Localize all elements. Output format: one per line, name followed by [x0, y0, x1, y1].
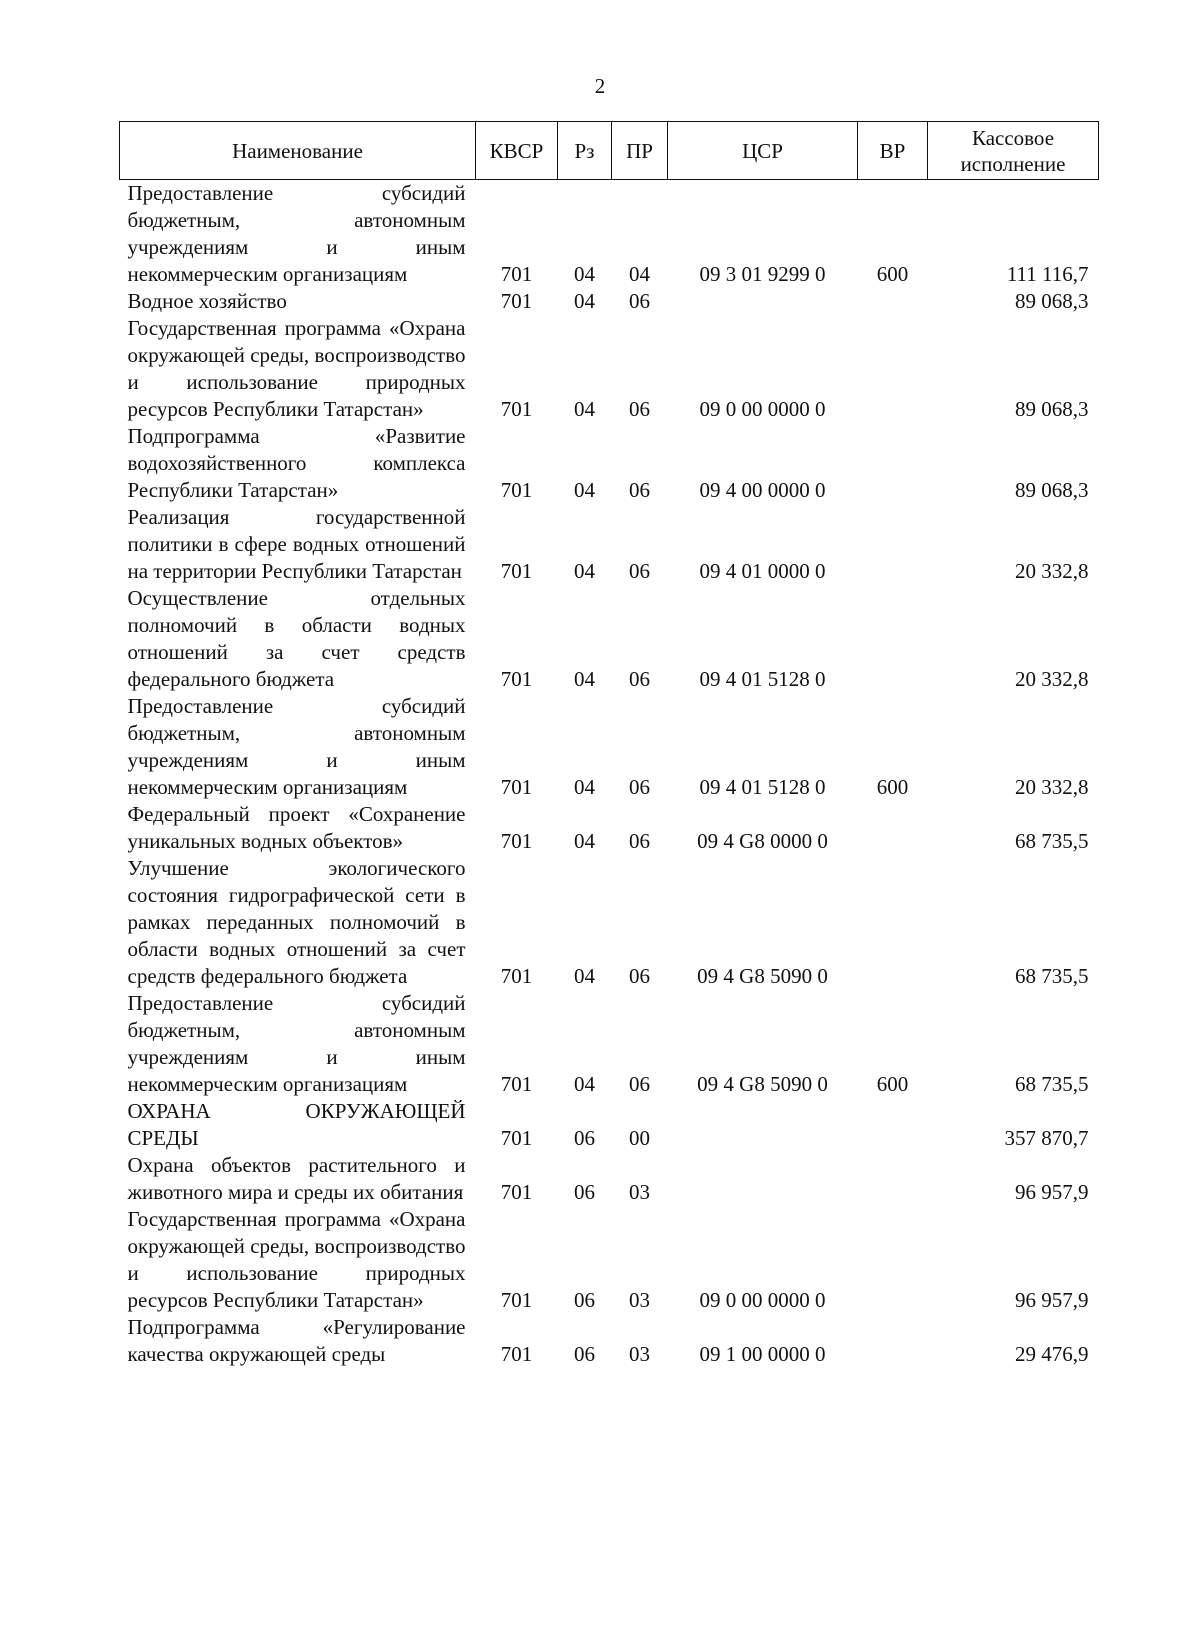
row-amount: 20 332,8: [1015, 775, 1089, 799]
row-rz: 04: [574, 478, 595, 502]
row-csr: [668, 1152, 858, 1206]
table-row: [120, 180, 1099, 289]
row-rz: 04: [574, 289, 595, 313]
row-amount: 89 068,3: [1015, 478, 1089, 502]
header-vr: ВР: [858, 122, 928, 180]
row-pr: 06: [629, 667, 650, 691]
row-vr: [858, 855, 928, 990]
row-kvsr: 701: [500, 262, 533, 286]
table-row: [120, 990, 1099, 1098]
header-name: Наименование: [120, 122, 476, 180]
row-csr: 09 4 G8 5090 0: [697, 964, 828, 988]
row-vr: [858, 1314, 928, 1368]
row-amount: 29 476,9: [1015, 1342, 1089, 1366]
header-pr: ПР: [612, 122, 668, 180]
row-name: Водное хозяйство: [127, 289, 287, 313]
row-pr: 06: [629, 559, 650, 583]
row-pr: 06: [629, 829, 650, 853]
row-amount: 89 068,3: [1015, 397, 1089, 421]
row-name: Предоставление субсидий бюджетным, автономным учреждениям и иным некоммерческим организациям: [127, 181, 466, 286]
row-pr: 06: [629, 478, 650, 502]
row-name: Подпрограмма «Развитие водохозяйственного комплекса Республики Татарстан»: [127, 424, 466, 502]
row-kvsr: 701: [500, 289, 533, 313]
section-name-line-2: СРЕДЫ: [127, 1126, 199, 1150]
table-header: [120, 122, 1099, 180]
row-rz: 06: [574, 1288, 595, 1312]
row-amount: 89 068,3: [1015, 289, 1089, 313]
row-vr: [858, 504, 928, 585]
row-vr: [858, 423, 928, 504]
row-vr: [858, 315, 928, 423]
table-row: [120, 423, 1099, 504]
row-rz: 04: [574, 397, 595, 421]
row-kvsr: 701: [500, 478, 533, 502]
row-name: Реализация государственной политики в сфере водных отношений на территории Республики Татарстан: [127, 505, 466, 583]
row-kvsr: 701: [500, 1126, 533, 1150]
row-rz: 04: [574, 262, 595, 286]
table-body: [120, 180, 1099, 1369]
row-rz: 04: [574, 667, 595, 691]
row-vr: 600: [876, 262, 909, 286]
row-name: Предоставление субсидий бюджетным, автономным учреждениям и иным некоммерческим организациям: [127, 694, 466, 799]
row-kvsr: 701: [500, 964, 533, 988]
row-csr: [668, 1098, 858, 1152]
row-csr: 09 4 01 5128 0: [699, 667, 826, 691]
row-amount: 96 957,9: [1015, 1180, 1089, 1204]
row-csr: 09 4 01 0000 0: [699, 559, 826, 583]
row-kvsr: 701: [500, 1072, 533, 1096]
row-vr: [858, 288, 928, 315]
row-name: Федеральный проект «Сохранение уникальных водных объектов»: [127, 802, 466, 853]
table-row: [120, 1206, 1099, 1314]
row-pr: 04: [629, 262, 650, 286]
row-name: Государственная программа «Охрана окружающей среды, воспроизводство и использование природных ресурсов Республики Татарстан»: [127, 316, 466, 421]
row-rz: 06: [574, 1342, 595, 1366]
row-amount: 20 332,8: [1015, 667, 1089, 691]
row-pr: 03: [629, 1342, 650, 1366]
row-rz: 06: [574, 1126, 595, 1150]
row-pr: 00: [629, 1126, 650, 1150]
row-name: Предоставление субсидий бюджетным, автономным учреждениям и иным некоммерческим организациям: [127, 991, 466, 1096]
row-rz: 04: [574, 559, 595, 583]
row-rz: 04: [574, 1072, 595, 1096]
row-csr: 09 0 00 0000 0: [699, 1288, 826, 1312]
budget-table: [119, 121, 1099, 1368]
row-csr: 09 4 00 0000 0: [699, 478, 826, 502]
row-name: Осуществление отдельных полномочий в области водных отношений за счет средств федерального бюджета: [127, 586, 466, 691]
row-csr: 09 0 00 0000 0: [699, 397, 826, 421]
row-kvsr: 701: [500, 775, 533, 799]
row-pr: 06: [629, 397, 650, 421]
row-name: Подпрограмма «Регулирование качества окружающей среды: [127, 1315, 466, 1366]
row-pr: 03: [629, 1180, 650, 1204]
row-vr: [858, 585, 928, 693]
table-row: [120, 855, 1099, 990]
header-amount: Кассовое исполнение: [928, 122, 1099, 180]
row-amount: 111 116,7: [1006, 262, 1089, 286]
row-csr: 09 3 01 9299 0: [699, 262, 826, 286]
row-csr: 09 4 01 5128 0: [699, 775, 826, 799]
row-vr: [858, 1152, 928, 1206]
page-number: 2: [594, 74, 606, 98]
row-csr: 09 4 G8 0000 0: [697, 829, 828, 853]
table-row: [120, 801, 1099, 855]
row-vr: 600: [876, 1072, 909, 1096]
row-kvsr: 701: [500, 1180, 533, 1204]
header-csr: ЦСР: [668, 122, 858, 180]
row-vr: 600: [876, 775, 909, 799]
row-kvsr: 701: [500, 667, 533, 691]
section-name-line-1: ОХРАНА ОКРУЖАЮЩЕЙ: [127, 1099, 466, 1123]
table-row: [120, 585, 1099, 693]
row-vr: [858, 801, 928, 855]
header-rz: Рз: [558, 122, 612, 180]
row-kvsr: 701: [500, 1288, 533, 1312]
table-row: [120, 288, 1099, 315]
row-amount: 96 957,9: [1015, 1288, 1089, 1312]
row-pr: 06: [629, 1072, 650, 1096]
row-amount: 68 735,5: [1015, 1072, 1089, 1096]
row-pr: 06: [629, 775, 650, 799]
table-row: [120, 1314, 1099, 1368]
row-kvsr: 701: [500, 559, 533, 583]
row-amount: 20 332,8: [1015, 559, 1089, 583]
row-amount: 68 735,5: [1015, 829, 1089, 853]
row-vr: [858, 1206, 928, 1314]
row-name: Улучшение экологического состояния гидрографической сети в рамках переданных полномочий в области водных отношений за счет средств федерального бюджета: [127, 856, 466, 988]
row-rz: 04: [574, 775, 595, 799]
row-pr: 06: [629, 964, 650, 988]
table-row: [120, 693, 1099, 801]
table-row: [120, 1152, 1099, 1206]
row-name: Государственная программа «Охрана окружающей среды, воспроизводство и использование природных ресурсов Республики Татарстан»: [127, 1207, 466, 1312]
row-rz: 04: [574, 964, 595, 988]
row-kvsr: 701: [500, 1342, 533, 1366]
table-row: [120, 504, 1099, 585]
row-amount: 68 735,5: [1015, 964, 1089, 988]
row-pr: 06: [629, 289, 650, 313]
row-vr: [858, 1098, 928, 1152]
row-kvsr: 701: [500, 829, 533, 853]
row-csr: 09 4 G8 5090 0: [697, 1072, 828, 1096]
row-name-section: [120, 1098, 476, 1152]
row-amount: 357 870,7: [1004, 1126, 1089, 1150]
row-pr: 03: [629, 1288, 650, 1312]
row-csr: [668, 288, 858, 315]
table-row-section: [120, 1098, 1099, 1152]
row-rz: 04: [574, 829, 595, 853]
row-kvsr: 701: [500, 397, 533, 421]
row-csr: 09 1 00 0000 0: [699, 1342, 826, 1366]
table-row: [120, 315, 1099, 423]
row-name: Охрана объектов растительного и животного мира и среды их обитания: [127, 1153, 466, 1204]
row-rz: 06: [574, 1180, 595, 1204]
header-kvsr: КВСР: [476, 122, 558, 180]
